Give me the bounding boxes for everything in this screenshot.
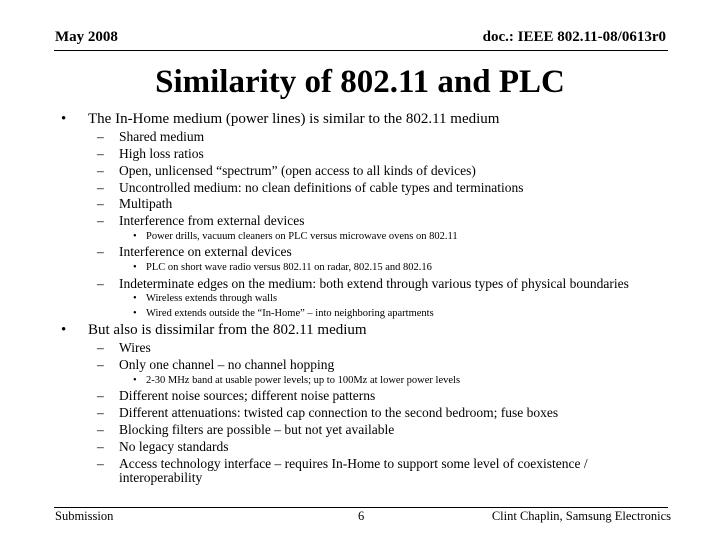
dash-marker: – bbox=[97, 129, 104, 144]
list-item: Interference on external devices bbox=[119, 244, 292, 259]
dash-marker: – bbox=[97, 244, 104, 259]
list-item: Shared medium bbox=[119, 129, 205, 144]
dash-marker: – bbox=[97, 163, 104, 178]
sub-bullet: • bbox=[133, 375, 137, 386]
sub-item: Power drills, vacuum cleaners on PLC versus microwave ovens on 802.11 bbox=[146, 231, 458, 242]
list-item: Different attenuations: twisted cap connection to the second bedroom; fuse boxes bbox=[119, 405, 559, 420]
list-item: Interference from external devices bbox=[119, 213, 305, 228]
list-item: Indeterminate edges on the medium: both extend through various types of physical boundaries bbox=[119, 276, 629, 291]
dash-marker: – bbox=[97, 439, 104, 454]
header-doc-id: doc.: IEEE 802.11-08/0613r0 bbox=[482, 29, 666, 45]
sub-bullet: • bbox=[133, 262, 137, 273]
bullet-point-1: • bbox=[61, 111, 67, 127]
list-item: No legacy standards bbox=[119, 439, 229, 454]
dash-marker: – bbox=[97, 456, 104, 471]
list-item-continuation: interoperability bbox=[119, 470, 203, 485]
dash-marker: – bbox=[97, 276, 104, 291]
dash-marker: – bbox=[97, 213, 104, 228]
dash-marker: – bbox=[97, 405, 104, 420]
list-item: Blocking filters are possible – but not yet available bbox=[119, 422, 395, 437]
dash-marker: – bbox=[97, 180, 104, 195]
dash-marker: – bbox=[97, 196, 104, 211]
dash-marker: – bbox=[97, 146, 104, 161]
list-item: Wires bbox=[119, 340, 151, 355]
list-item: Uncontrolled medium: no clean definitions of cable types and terminations bbox=[119, 180, 524, 195]
footer-rule bbox=[54, 507, 668, 508]
dash-marker: – bbox=[97, 357, 104, 372]
page-number: 6 bbox=[358, 509, 365, 523]
list-item: Open, unlicensed “spectrum” (open access to all kinds of devices) bbox=[119, 163, 476, 178]
point-2-text: But also is dissimilar from the 802.11 medium bbox=[88, 322, 367, 338]
sub-item: Wireless extends through walls bbox=[146, 293, 278, 304]
sub-item: PLC on short wave radio versus 802.11 on radar, 802.15 and 802.16 bbox=[146, 262, 432, 273]
slide-title: Similarity of 802.11 and PLC bbox=[155, 64, 565, 100]
footer-submission: Submission bbox=[55, 509, 114, 523]
dash-marker: – bbox=[97, 422, 104, 437]
list-item: Different noise sources; different noise patterns bbox=[119, 388, 376, 403]
list-item: Access technology interface – requires In-Home to support some level of coexistence / bbox=[119, 456, 588, 471]
point-1-text: The In-Home medium (power lines) is similar to the 802.11 medium bbox=[88, 111, 500, 127]
dash-marker: – bbox=[97, 340, 104, 355]
footer-author: Clint Chaplin, Samsung Electronics bbox=[491, 509, 671, 523]
sub-bullet: • bbox=[133, 293, 137, 304]
sub-bullet: • bbox=[133, 231, 137, 242]
bullet-point-2: • bbox=[61, 322, 67, 338]
sub-item: Wired extends outside the “In-Home” – into neighboring apartments bbox=[146, 308, 434, 319]
header-rule bbox=[54, 50, 668, 51]
list-item: Only one channel – no channel hopping bbox=[119, 357, 335, 372]
list-item: Multipath bbox=[119, 196, 173, 211]
sub-item: 2-30 MHz band at usable power levels; up to 100Mz at lower power levels bbox=[146, 375, 461, 386]
header-date: May 2008 bbox=[55, 29, 118, 45]
list-item: High loss ratios bbox=[119, 146, 204, 161]
dash-marker: – bbox=[97, 388, 104, 403]
sub-bullet: • bbox=[133, 308, 137, 319]
